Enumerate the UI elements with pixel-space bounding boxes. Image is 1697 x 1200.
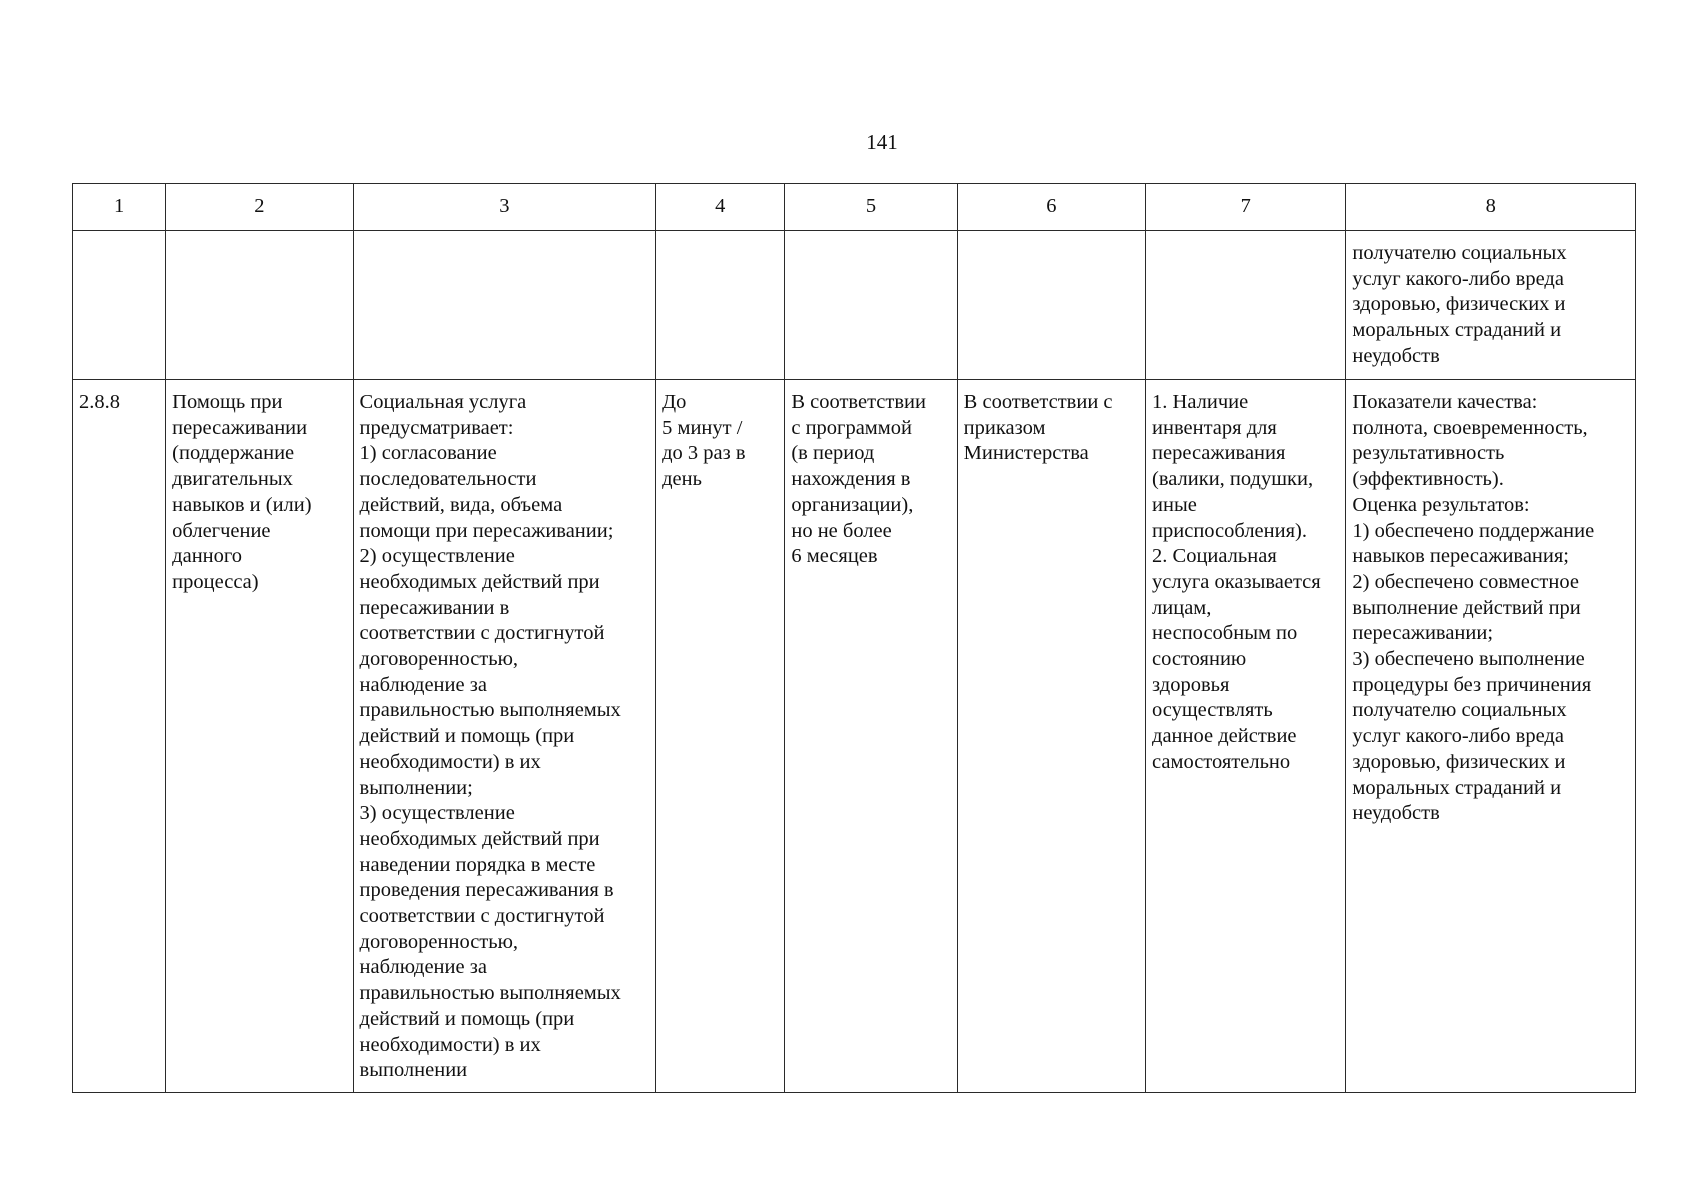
- cont-cell-quality: получателю социальных услуг какого-либо вреда здоровью, физических и моральных страданий и неудобств: [1346, 231, 1636, 380]
- cell-conditions: 1. Наличие инвентаря для пересаживания (валики, подушки, иные приспособления). 2. Социальная услуга оказывается лицам, неспособным по состоянию здоровья осуществлять данное действие самостоятельно: [1146, 380, 1346, 1093]
- table-row-continuation: [73, 231, 1636, 380]
- cont-cell-3: [353, 231, 656, 380]
- header-col-1: 1: [73, 184, 166, 231]
- cell-service-name: Помощь при пересаживании (поддержание двигательных навыков и (или) облегчение данного процесса): [166, 380, 353, 1093]
- cell-number: 2.8.8: [73, 380, 166, 1093]
- cont-cell-2: [166, 231, 353, 380]
- cont-cell-4: [656, 231, 785, 380]
- cell-tariff: В соответствии с приказом Министерства: [957, 380, 1145, 1093]
- header-col-7: 7: [1146, 184, 1346, 231]
- cell-duration: До 5 минут / до 3 раз в день: [656, 380, 785, 1093]
- cont-cell-5: [785, 231, 957, 380]
- cell-service-description: Социальная услуга предусматривает: 1) согласование последовательности действий, вида, объема помощи при пересаживании; 2) осуществление необходимых действий при пересаживании в соответствии с достигнутой договоренностью, наблюдение за правильностью выполняемых действий и помощь (при необходимости) в их выполнении; 3) осуществление необходимых действий при наведении порядка в месте проведения пересаживания в соответствии с достигнутой договоренностью, наблюдение за правильностью выполняемых действий и помощь (при необходимости) в их выполнении: [353, 380, 656, 1093]
- page-number: 141: [866, 130, 898, 154]
- cont-cell-7: [1146, 231, 1346, 380]
- cont-cell-6: [957, 231, 1145, 380]
- table-row-2-8-8: [73, 380, 1636, 1093]
- cell-term: В соответствии с программой (в период нахождения в организации), но не более 6 месяцев: [785, 380, 957, 1093]
- header-col-4: 4: [656, 184, 785, 231]
- cell-quality-indicators: Показатели качества: полнота, своевременность, результативность (эффективность). Оценка результатов: 1) обеспечено поддержание навыков пересаживания; 2) обеспечено совместное выполнение действий при пересаживании; 3) обеспечено выполнение процедуры без причинения получателю социальных услуг какого-либо вреда здоровью, физических и моральных страданий и неудобств: [1346, 380, 1636, 1093]
- header-col-8: 8: [1346, 184, 1636, 231]
- cont-cell-1: [73, 231, 166, 380]
- services-table: [72, 183, 1636, 1093]
- header-col-2: 2: [166, 184, 353, 231]
- table-header-row: [73, 184, 1636, 231]
- header-col-6: 6: [957, 184, 1145, 231]
- header-col-3: 3: [353, 184, 656, 231]
- header-col-5: 5: [785, 184, 957, 231]
